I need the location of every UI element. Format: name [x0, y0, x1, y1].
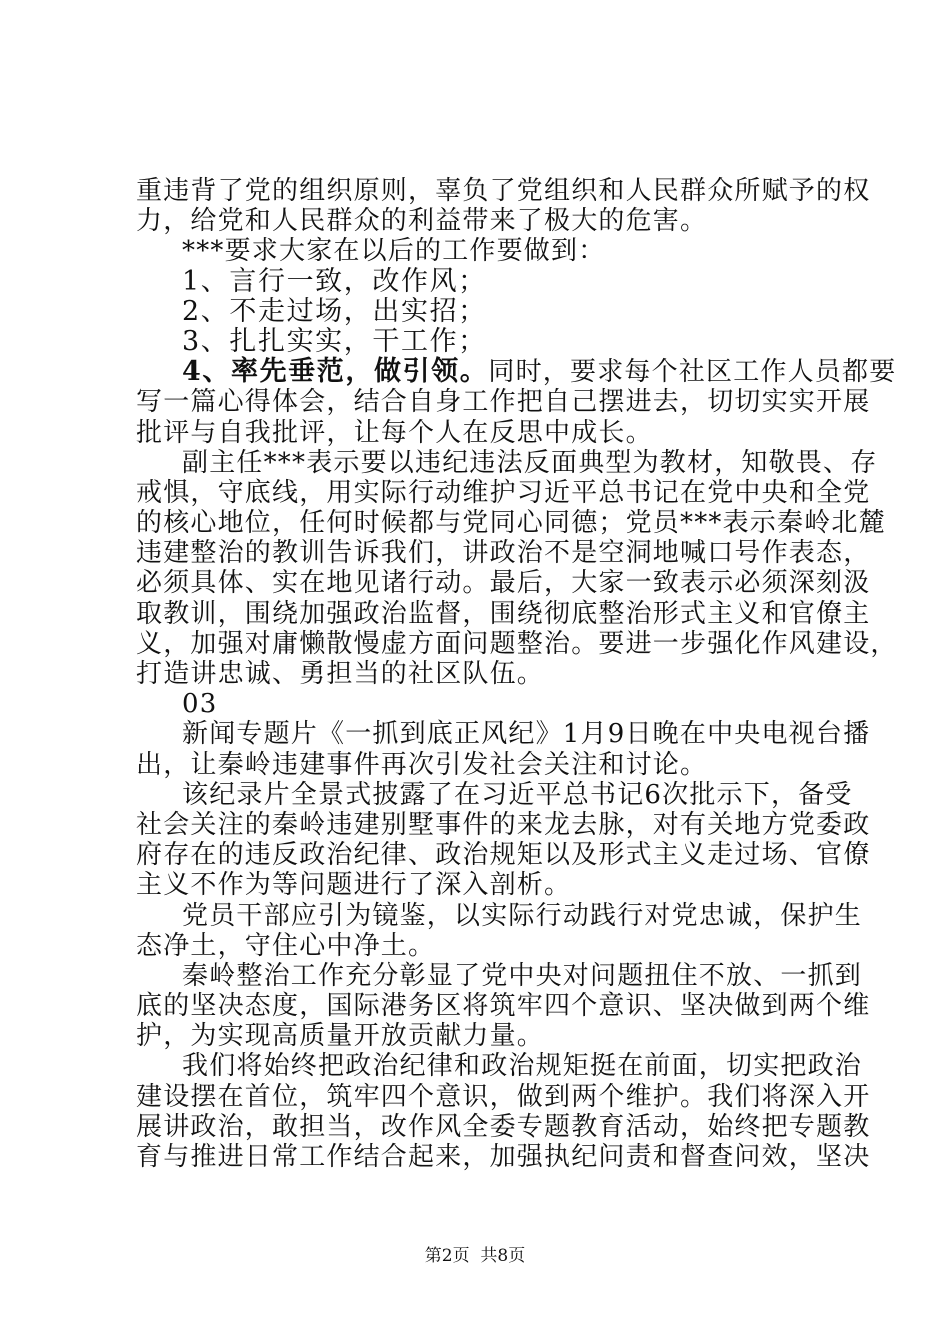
text-line: [136, 356, 897, 388]
document-body: [136, 176, 898, 1172]
text-line: 秦岭整治工作充分彰显了党中央对问题扭住不放、一抓到: [182, 960, 863, 991]
list-item: 4、率先垂范，做引领。: [182, 356, 489, 388]
text-line: 主义不作为等问题进行了深入剖析。: [136, 870, 572, 901]
text-line: 重违背了党的组织原则，辜负了党组织和人民群众所赋予的权: [136, 176, 871, 206]
text-line: 必须具体、实在地见诸行动。最后，大家一致表示必须深刻汲: [136, 568, 871, 599]
text-line: 底的坚决态度，国际港务区将筑牢四个意识、坚决做到两个维: [136, 991, 871, 1022]
text-line: 批评与自我批评，让每个人在反思中成长。: [136, 417, 653, 448]
text-line: 同时，要求每个社区工作人员都要: [488, 357, 897, 388]
text-line: 党员干部应引为镜鉴，以实际行动践行对党忠诚，保护生: [182, 900, 863, 931]
page-number-label: 第2页 共8页: [424, 1246, 526, 1266]
list-item: 1、言行一致，改作风；: [182, 265, 487, 297]
section-number: 03: [182, 689, 218, 720]
text-line: 社会关注的秦岭违建别墅事件的来龙去脉，对有关地方党委政: [136, 809, 871, 840]
text-line: 出，让秦岭违建事件再次引发社会关注和讨论。: [136, 749, 708, 780]
text-line: 义，加强对庸懒散慢虚方面问题整治。要进一步强化作风建设，: [136, 628, 898, 659]
text-line: 力，给党和人民群众的利益带来了极大的危害。: [136, 206, 708, 237]
text-line: 打造讲忠诚、勇担当的社区队伍。: [136, 659, 545, 689]
text-line: 写一篇心得体会，结合自身工作把自己摆进去，切切实实开展: [136, 387, 871, 418]
text-line: 护，为实现高质量开放贡献力量。: [136, 1021, 545, 1052]
text-line: 展讲政治，敢担当，改作风全委专题教育活动，始终把专题教: [136, 1111, 871, 1142]
page-footer: [0, 1241, 950, 1266]
list-item: 3、扎扎实实，干工作；: [182, 325, 487, 357]
text-line: 新闻专题片《一抓到底正风纪》1月9日晚在中央电视台播: [182, 719, 871, 750]
text-line: 戒惧，守底线，用实际行动维护习近平总书记在党中央和全党: [136, 477, 871, 508]
text-line: 该纪录片全景式披露了在习近平总书记6次批示下，备受: [182, 779, 853, 810]
text-line: 副主任***表示要以违纪违法反面典型为教材，知敬畏、存: [182, 447, 878, 478]
text-line: 取教训，围绕加强政治监督，围绕彻底整治形式主义和官僚主: [136, 598, 871, 629]
text-line: 育与推进日常工作结合起来，加强执纪问责和督查问效，坚决: [136, 1142, 871, 1172]
text-line: 的核心地位，任何时候都与党同心同德；党员***表示秦岭北麓: [136, 508, 886, 539]
text-line: 府存在的违反政治纪律、政治规矩以及形式主义走过场、官僚: [136, 840, 871, 871]
text-line: 违建整治的教训告诉我们，讲政治不是空洞地喊口号作表态，: [136, 538, 871, 569]
list-item: 2、不走过场，出实招；: [182, 295, 487, 327]
text-line: 我们将始终把政治纪律和政治规矩挺在前面，切实把政治: [182, 1051, 863, 1082]
text-line: 态净土，守住心中净土。: [136, 930, 436, 961]
text-line: 建设摆在首位，筑牢四个意识，做到两个维护。我们将深入开: [136, 1081, 871, 1112]
text-line: ***要求大家在以后的工作要做到：: [182, 236, 606, 267]
